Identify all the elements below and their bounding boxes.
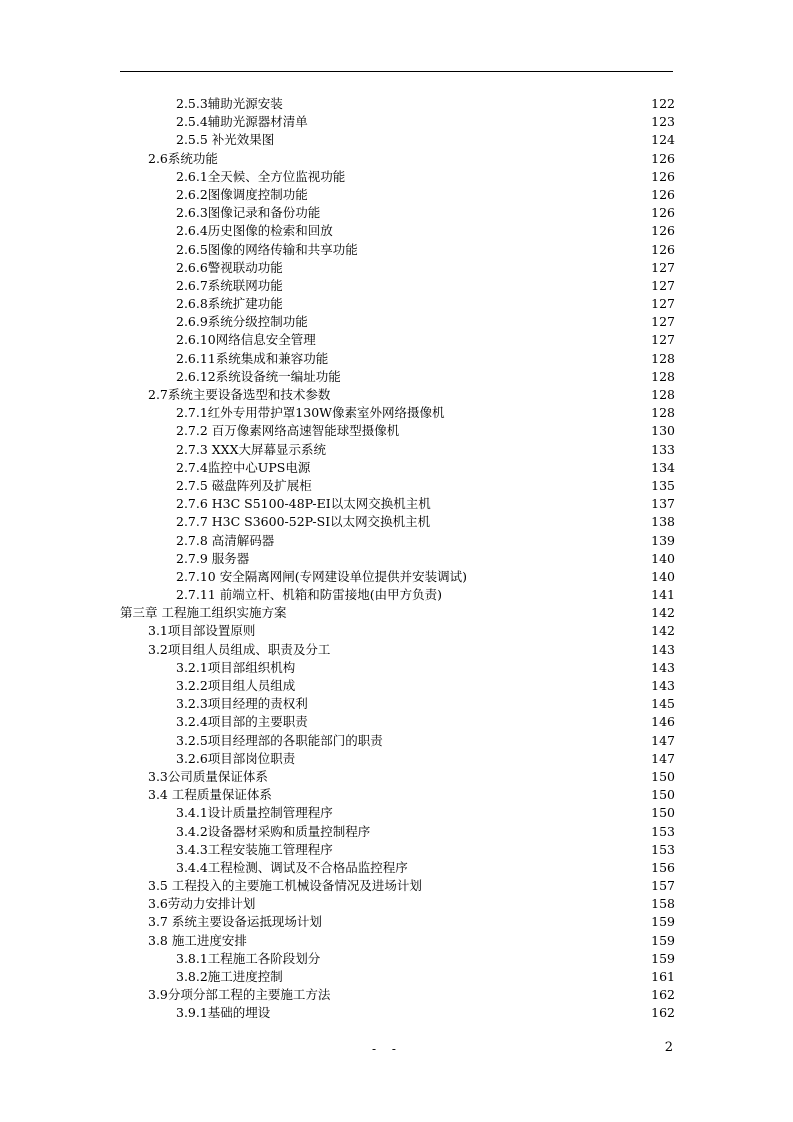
toc-entry[interactable]: [120, 150, 675, 168]
toc-entry[interactable]: [120, 732, 675, 750]
toc-entry-title: 2.6系统功能: [148, 150, 218, 166]
toc-entry[interactable]: [120, 550, 675, 568]
toc-entry-title: 3.4.3工程安装施工管理程序: [176, 841, 333, 857]
toc-entry-title: 2.6.2图像调度控制功能: [176, 186, 308, 202]
toc-entry-title: 3.8.1工程施工各阶段划分: [176, 950, 321, 966]
toc-entry[interactable]: [120, 823, 675, 841]
toc-entry-title: 2.6.1全天候、全方位监视功能: [176, 168, 346, 184]
toc-entry[interactable]: [120, 241, 675, 259]
toc-entry-page: 135: [651, 477, 675, 493]
toc-entry[interactable]: [120, 277, 675, 295]
toc-entry-title: 2.6.3图像记录和备份功能: [176, 205, 321, 221]
toc-entry-page: 145: [651, 696, 675, 712]
toc-entry[interactable]: [120, 131, 675, 149]
toc-entry[interactable]: [120, 932, 675, 950]
toc-entry-page: 153: [651, 841, 675, 857]
toc-entry-title: 2.7.11 前端立杆、机箱和防雷接地(由甲方负责): [176, 587, 442, 603]
toc-entry-page: 127: [651, 314, 675, 330]
table-of-contents: [120, 95, 675, 1023]
toc-entry[interactable]: [120, 422, 675, 440]
toc-entry[interactable]: [120, 695, 675, 713]
toc-entry-title: 2.7.3 XXX大屏幕显示系统: [176, 441, 326, 457]
toc-entry-title: 3.2.3项目经理的责权利: [176, 696, 308, 712]
toc-entry[interactable]: [120, 622, 675, 640]
toc-entry[interactable]: [120, 386, 675, 404]
toc-entry-page: 133: [651, 441, 675, 457]
toc-entry-page: 126: [651, 223, 675, 239]
toc-entry-page: 162: [651, 1005, 675, 1021]
toc-entry-page: 126: [651, 205, 675, 221]
toc-entry[interactable]: [120, 968, 675, 986]
toc-entry-page: 140: [651, 550, 675, 566]
toc-entry[interactable]: [120, 586, 675, 604]
toc-entry-page: 156: [651, 859, 675, 875]
toc-entry-title: 2.7.1红外专用带护罩130W像素室外网络摄像机: [176, 405, 445, 421]
toc-entry-page: 143: [651, 659, 675, 675]
toc-entry-title: 2.7.9 服务器: [176, 550, 250, 566]
toc-entry[interactable]: [120, 713, 675, 731]
toc-entry[interactable]: [120, 204, 675, 222]
toc-entry-title: 3.2.5项目经理部的各职能部门的职责: [176, 732, 383, 748]
toc-entry-title: 2.6.5图像的网络传输和共享功能: [176, 241, 358, 257]
toc-entry-title: 2.6.10网络信息安全管理: [176, 332, 316, 348]
toc-entry-page: 157: [651, 878, 675, 894]
toc-entry[interactable]: [120, 404, 675, 422]
toc-entry-page: 142: [651, 605, 675, 621]
toc-entry[interactable]: [120, 513, 675, 531]
toc-entry-title: 3.9.1基础的埋设: [176, 1005, 271, 1021]
toc-entry-page: 161: [651, 969, 675, 984]
toc-entry-title: 2.6.11系统集成和兼容功能: [176, 350, 329, 366]
toc-entry[interactable]: [120, 186, 675, 204]
toc-entry-page: 153: [651, 823, 675, 839]
toc-entry[interactable]: [120, 113, 675, 131]
toc-entry-page: 126: [651, 241, 675, 257]
toc-entry-page: 143: [651, 678, 675, 693]
toc-entry[interactable]: [120, 168, 675, 186]
toc-entry-title: 2.5.4辅助光源器材清单: [176, 114, 308, 130]
toc-entry-page: 127: [651, 259, 675, 275]
toc-entry-title: 3.4.1设计质量控制管理程序: [176, 805, 333, 821]
toc-entry-page: 137: [651, 496, 675, 512]
toc-entry-title: 2.7.10 安全隔离网闸(专网建设单位提供并安装调试): [176, 568, 467, 584]
toc-entry-page: 150: [651, 805, 675, 821]
toc-entry-title: 2.6.7系统联网功能: [176, 277, 283, 293]
toc-entry[interactable]: [120, 568, 675, 586]
toc-entry-page: 159: [651, 914, 675, 930]
toc-entry-title: 3.8.2施工进度控制: [176, 969, 283, 984]
toc-entry[interactable]: [120, 95, 675, 113]
toc-entry-page: 159: [651, 932, 675, 948]
toc-entry-title: 3.2项目组人员组成、职责及分工: [148, 641, 331, 657]
toc-entry-title: 3.2.6项目部岗位职责: [176, 750, 296, 766]
toc-entry-page: 134: [651, 459, 675, 475]
toc-entry-title: 2.5.3辅助光源安装: [176, 96, 283, 111]
toc-entry[interactable]: [120, 313, 675, 331]
toc-entry-title: 2.7.5 磁盘阵列及扩展柜: [176, 477, 312, 493]
toc-entry[interactable]: [120, 786, 675, 804]
toc-entry-page: 122: [651, 96, 675, 111]
toc-entry[interactable]: [120, 659, 675, 677]
toc-entry[interactable]: [120, 986, 675, 1004]
toc-entry[interactable]: [120, 877, 675, 895]
toc-entry[interactable]: [120, 841, 675, 859]
toc-entry[interactable]: [120, 750, 675, 768]
toc-entry-page: 150: [651, 768, 675, 784]
toc-entry[interactable]: [120, 677, 675, 695]
toc-entry-page: 127: [651, 296, 675, 312]
toc-entry-title: 2.7.2 百万像素网络高速智能球型摄像机: [176, 423, 400, 439]
toc-entry-page: 126: [651, 186, 675, 202]
toc-entry[interactable]: [120, 859, 675, 877]
toc-entry-title: 2.5.5 补光效果图: [176, 132, 275, 148]
toc-entry-title: 3.8 施工进度安排: [148, 932, 247, 948]
toc-entry-title: 2.7.4监控中心UPS电源: [176, 459, 311, 475]
toc-entry[interactable]: [120, 477, 675, 495]
toc-entry-page: 159: [651, 950, 675, 966]
footer-center-text: - -: [372, 1042, 402, 1056]
toc-entry-title: 2.7系统主要设备选型和技术参数: [148, 387, 331, 402]
toc-entry[interactable]: [120, 459, 675, 477]
toc-entry-title: 3.1项目部设置原则: [148, 623, 256, 639]
toc-entry[interactable]: [120, 495, 675, 513]
toc-entry-page: 126: [651, 168, 675, 184]
toc-entry-page: 128: [651, 405, 675, 421]
toc-entry-title: 3.4.4工程检测、调试及不合格品监控程序: [176, 859, 408, 875]
toc-entry-page: 140: [651, 568, 675, 584]
toc-entry-title: 3.2.2项目组人员组成: [176, 678, 296, 693]
toc-entry[interactable]: [120, 222, 675, 240]
toc-entry-title: 2.6.12系统设备统一编址功能: [176, 368, 341, 384]
toc-entry-title: 2.6.4历史图像的检索和回放: [176, 223, 333, 239]
toc-entry[interactable]: [120, 804, 675, 822]
toc-entry[interactable]: [120, 295, 675, 313]
toc-entry-page: 127: [651, 332, 675, 348]
toc-entry-page: 158: [651, 896, 675, 912]
toc-entry[interactable]: [120, 441, 675, 459]
toc-entry-page: 127: [651, 277, 675, 293]
toc-entry-title: 2.6.9系统分级控制功能: [176, 314, 308, 330]
toc-entry-title: 2.7.6 H3C S5100-48P-EI以太网交换机主机: [176, 496, 431, 512]
toc-entry[interactable]: [120, 368, 675, 386]
header-rule: [120, 71, 673, 72]
toc-entry-title: 3.3公司质量保证体系: [148, 768, 268, 784]
toc-entry-title: 3.4 工程质量保证体系: [148, 787, 272, 803]
toc-entry-page: 141: [651, 587, 675, 603]
toc-entry-title: 3.2.4项目部的主要职责: [176, 714, 308, 730]
toc-entry-page: 146: [651, 714, 675, 730]
toc-entry[interactable]: [120, 331, 675, 349]
toc-entry-page: 139: [651, 532, 675, 548]
toc-entry[interactable]: [120, 895, 675, 913]
toc-entry-page: 143: [651, 641, 675, 657]
toc-entry-title: 2.6.6警视联动功能: [176, 259, 283, 275]
toc-entry-page: 128: [651, 368, 675, 384]
toc-entry[interactable]: [120, 913, 675, 931]
toc-entry[interactable]: [120, 768, 675, 786]
footer-page-number: 2: [664, 1040, 673, 1055]
toc-entry-page: 138: [651, 514, 675, 530]
toc-entry[interactable]: [120, 350, 675, 368]
toc-entry-title: 2.6.8系统扩建功能: [176, 296, 283, 312]
toc-entry[interactable]: [120, 1004, 675, 1022]
toc-entry-page: 130: [651, 423, 675, 439]
toc-entry-page: 124: [651, 132, 675, 148]
toc-entry-page: 162: [651, 987, 675, 1003]
toc-entry-title: 3.9分项分部工程的主要施工方法: [148, 987, 331, 1003]
toc-entry[interactable]: [120, 641, 675, 659]
toc-entry-page: 150: [651, 787, 675, 803]
toc-entry-page: 147: [651, 732, 675, 748]
toc-entry-title: 3.5 工程投入的主要施工机械设备情况及进场计划: [148, 878, 422, 894]
toc-entry-page: 128: [651, 350, 675, 366]
toc-entry-page: 147: [651, 750, 675, 766]
toc-entry-title: 2.7.8 高清解码器: [176, 532, 275, 548]
toc-entry-title: 2.7.7 H3C S3600-52P-SI以太网交换机主机: [176, 514, 431, 530]
toc-entry[interactable]: [120, 604, 675, 622]
toc-entry-title: 3.7 系统主要设备运抵现场计划: [148, 914, 322, 930]
toc-entry[interactable]: [120, 532, 675, 550]
toc-entry-title: 3.2.1项目部组织机构: [176, 659, 296, 675]
toc-entry-title: 3.4.2设备器材采购和质量控制程序: [176, 823, 371, 839]
toc-entry[interactable]: [120, 259, 675, 277]
toc-entry-title: 3.6劳动力安排计划: [148, 896, 256, 912]
toc-entry-page: 142: [651, 623, 675, 639]
toc-entry-page: 126: [651, 150, 675, 166]
toc-entry-title: 第三章 工程施工组织实施方案: [120, 605, 287, 621]
toc-entry-page: 123: [651, 114, 675, 130]
toc-entry[interactable]: [120, 950, 675, 968]
toc-entry-page: 128: [651, 387, 675, 402]
